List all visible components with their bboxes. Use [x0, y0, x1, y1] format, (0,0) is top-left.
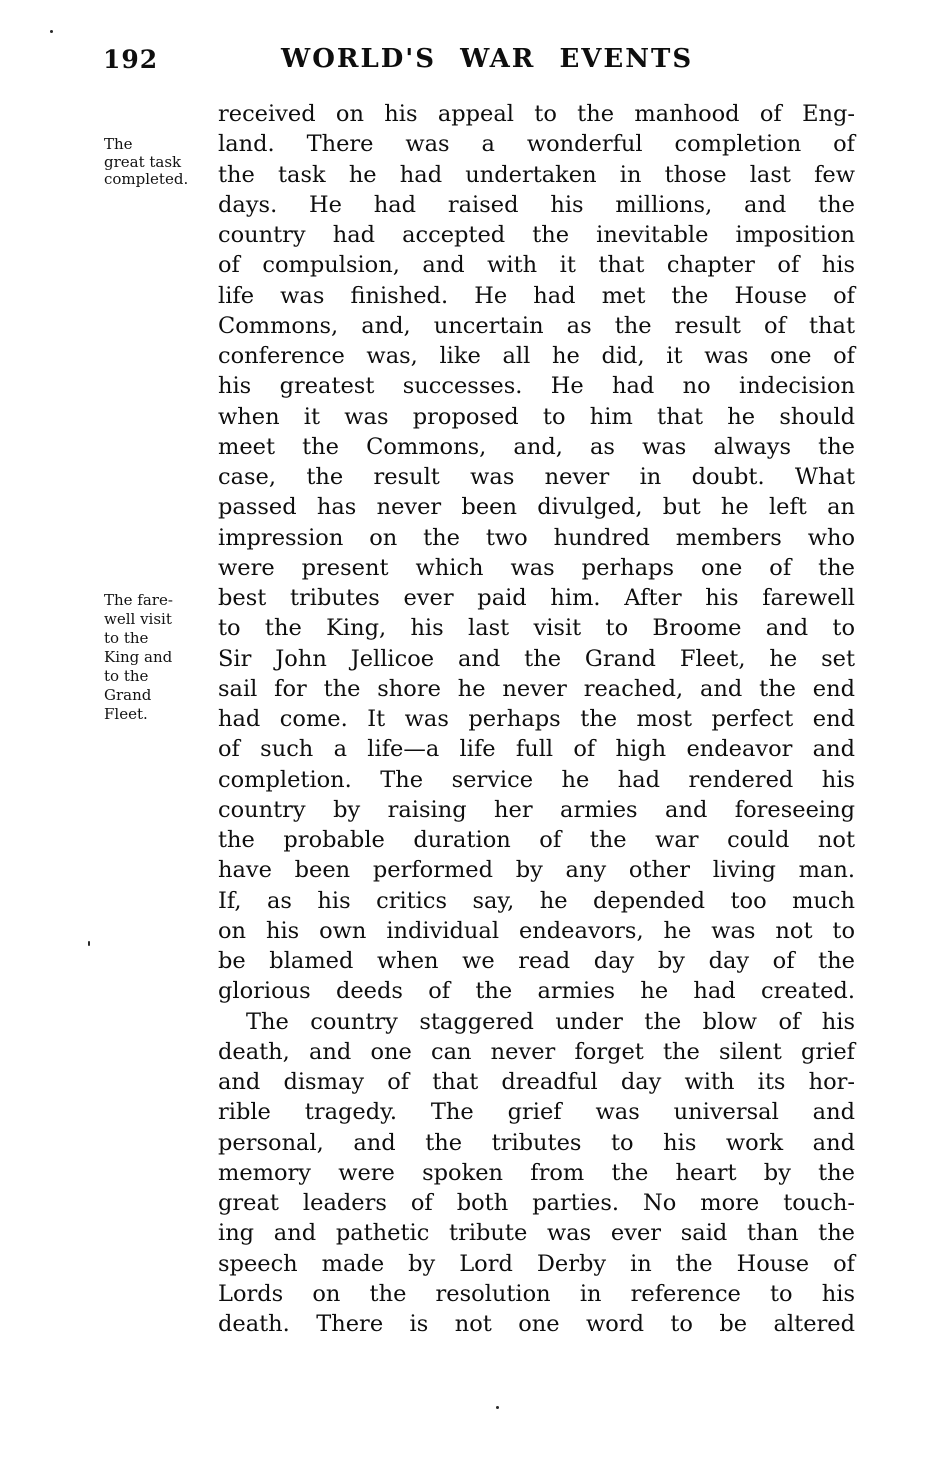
- margin-note-line: Grand: [104, 686, 152, 704]
- margin-note-line: Fleet.: [104, 705, 148, 723]
- margin-note-line: King and: [104, 648, 173, 666]
- text-line: impression on the two hundred members who: [218, 524, 855, 551]
- text-line: completion. The service he had rendered his: [218, 766, 855, 793]
- text-line: of compulsion, and with it that chapter of his: [218, 252, 855, 279]
- text-line: the task he had undertaken in those last few: [218, 161, 855, 188]
- margin-note-line: The fare-: [104, 591, 173, 609]
- text-line: memory were spoken from the heart by the: [218, 1159, 855, 1186]
- margin-note-line: The: [104, 135, 133, 153]
- text-line: had come. It was perhaps the most perfect end: [218, 706, 855, 732]
- text-line: to the King, his last visit to Broome and to: [218, 615, 855, 642]
- text-line: Lords on the resolution in reference to his: [218, 1280, 855, 1307]
- text-line: meet the Commons, and, as was always the: [218, 433, 855, 460]
- text-line: personal, and the tributes to his work and: [218, 1129, 855, 1156]
- text-line: ing and pathetic tribute was ever said than the: [218, 1220, 855, 1247]
- text-line: death. There is not one word to be altered: [218, 1311, 855, 1337]
- text-line: conference was, like all he did, it was one of: [218, 343, 855, 369]
- text-line: country had accepted the inevitable imposition: [218, 222, 855, 248]
- text-line: when it was proposed to him that he should: [218, 403, 855, 430]
- text-line: sail for the shore he never reached, and the end: [218, 675, 855, 702]
- margin-note-line: great task: [104, 152, 182, 171]
- text-line: land. There was a wonderful completion of: [218, 131, 855, 158]
- text-line: his greatest successes. He had no indecision: [218, 373, 855, 400]
- text-line: rible tragedy. The grief was universal and: [218, 1099, 855, 1126]
- text-line: great leaders of both parties. No more touch-: [218, 1190, 855, 1216]
- text-line: Sir John Jellicoe and the Grand Fleet, he set: [218, 645, 855, 672]
- text-line: If, as his critics say, he depended too much: [218, 887, 855, 914]
- text-line: country by raising her armies and foreseeing: [218, 796, 855, 823]
- text-line: best tributes ever paid him. After his farewell: [218, 585, 855, 611]
- margin-note-line: well visit: [104, 610, 172, 628]
- text-line: days. He had raised his millions, and the: [218, 191, 855, 218]
- margin-note-great-task: [104, 136, 216, 189]
- text-line: The country staggered under the blow of his: [246, 1008, 855, 1035]
- text-line: have been performed by any other living man.: [218, 857, 855, 884]
- scan-speckle: [88, 941, 90, 946]
- margin-note-line: to the: [104, 667, 149, 685]
- margin-note-line: to the: [104, 629, 149, 647]
- page-number: 192: [103, 45, 159, 74]
- scan-speckle: [50, 30, 53, 33]
- margin-note-farewell-visit: [104, 591, 216, 724]
- text-line: received on his appeal to the manhood of Eng-: [218, 101, 855, 127]
- running-head: WORLD'S WAR EVENTS: [281, 44, 694, 74]
- text-line: on his own individual endeavors, he was not to: [218, 917, 855, 944]
- text-line: death, and one can never forget the silent grief: [218, 1038, 855, 1065]
- text-line: life was finished. He had met the House of: [218, 282, 855, 309]
- scan-speckle: [496, 1406, 499, 1409]
- text-line: passed has never been divulged, but he left an: [218, 494, 855, 521]
- text-line: were present which was perhaps one of the: [218, 554, 855, 581]
- text-line: be blamed when we read day by day of the: [218, 948, 855, 974]
- text-line: glorious deeds of the armies he had created.: [218, 978, 855, 1005]
- text-line: case, the result was never in doubt. What: [218, 464, 855, 490]
- text-line: speech made by Lord Derby in the House of: [218, 1250, 855, 1277]
- margin-note-line: completed.: [104, 170, 189, 188]
- body-text: [218, 99, 855, 1339]
- text-line: Commons, and, uncertain as the result of that: [218, 312, 855, 339]
- text-line: and dismay of that dreadful day with its hor-: [218, 1069, 855, 1095]
- text-line: of such a life—a life full of high endeavor and: [218, 736, 855, 763]
- text-line: the probable duration of the war could not: [218, 827, 855, 853]
